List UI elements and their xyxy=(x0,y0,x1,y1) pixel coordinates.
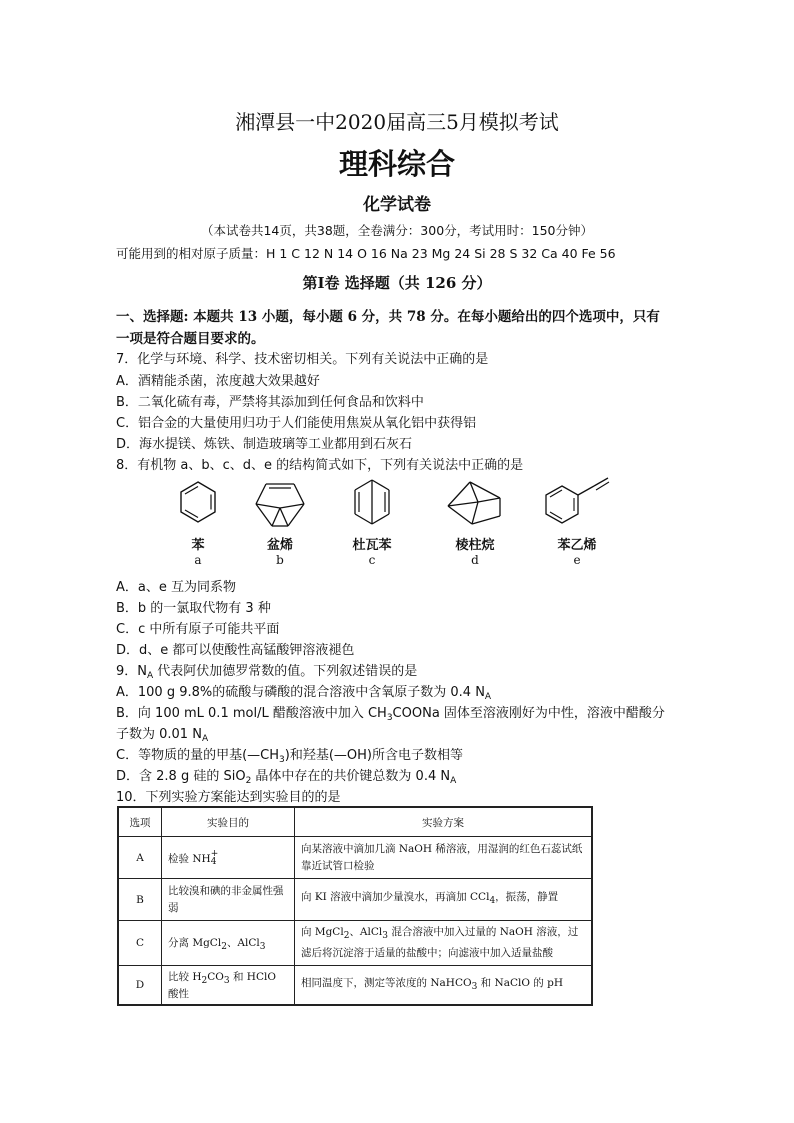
q10-stem: 10．下列实验方案能达到实验目的的是 xyxy=(116,790,341,805)
row-plan: 向 MgCl2、AlCl3 混合溶液中加入过量的 NaOH 溶液，过滤后将沉淀溶于适量的盐酸中；向滤液中加入适量盐酸 xyxy=(295,921,593,966)
q7-stem: 7．化学与环境、科学、技术密切相关。下列有关说法中正确的是 xyxy=(116,352,489,367)
molecule-letter: a xyxy=(194,553,202,567)
molecule-dewar-benzene xyxy=(327,472,417,572)
exam-note: （本试卷共14页，共38题，全卷满分：300分，考试用时：150分钟） xyxy=(200,223,594,238)
table-row xyxy=(118,921,592,966)
q7-option-b: B．二氧化硫有毒，严禁将其添加到任何食品和饮料中 xyxy=(116,395,424,410)
row-aim: 比较溴和碘的非金属性强弱 xyxy=(162,879,295,921)
q7-option-a: A．酒精能杀菌，浓度越大效果越好 xyxy=(116,374,320,389)
q9-stem: 9．$N_A$ 代表阿伏加德罗常数的值。下列叙述错误的是 xyxy=(116,664,418,681)
q9-option-b-line2: 子数为 0.01 $N_A$ xyxy=(116,727,209,744)
row-option: C xyxy=(118,921,162,966)
row-plan: 相同温度下，测定等浓度的 NaHCO3 和 NaClO 的 pH xyxy=(295,966,593,1006)
styrene-structure-icon xyxy=(532,472,622,532)
section-instruction-1: 一、选择题: 本题共 13 小题，每小题 6 分，共 78 分。在每小题给出的四个选项中，只有 xyxy=(116,309,660,325)
q9-option-a: A．100 g 9.8%的硫酸与磷酸的混合溶液中含氧原子数为 0.4 $N_A$ xyxy=(116,685,492,702)
row-plan: 向某溶液中滴加几滴 NaOH 稀溶液，用湿润的红色石蕊试纸靠近试管口检验 xyxy=(295,837,593,879)
molecule-letter: b xyxy=(276,553,284,567)
table-header-row xyxy=(118,807,592,837)
molecule-styrene xyxy=(527,472,627,572)
molecule-name: 杜瓦苯 xyxy=(352,538,392,553)
q8-option-b: B．b 的一氯取代物有 3 种 xyxy=(116,601,271,616)
prismane-structure-icon xyxy=(440,472,510,532)
atomic-masses: 可能用到的相对原子质量：H 1 C 12 N 14 O 16 Na 23 Mg 24 Si 28 S 32 Ca 40 Fe 56 xyxy=(116,246,616,261)
experiment-table xyxy=(117,806,593,1006)
row-aim: 检验 NH + 4 xyxy=(162,837,295,879)
molecule-prismane xyxy=(430,472,520,572)
paper-title: 化学试卷 xyxy=(363,195,431,215)
table-row xyxy=(118,966,592,1006)
molecule-benzvalene xyxy=(235,472,325,572)
dewar-benzene-structure-icon xyxy=(347,472,397,532)
table-row xyxy=(118,879,592,921)
row-aim: 分离 MgCl2、AlCl3 xyxy=(162,921,295,966)
row-aim: 比较 H2CO3 和 HClO 酸性 xyxy=(162,966,295,1006)
header-option: 选项 xyxy=(118,807,162,837)
molecule-name: 棱柱烷 xyxy=(455,538,495,553)
molecule-letter: e xyxy=(573,553,581,567)
row-plan: 向 KI 溶液中滴加少量溴水，再滴加 CCl4，振荡，静置 xyxy=(295,879,593,921)
q8-option-c: C．c 中所有原子可能共平面 xyxy=(116,622,280,637)
molecule-letter: c xyxy=(368,553,376,567)
exam-title: 湘潭县一中2020届高三5月模拟考试 xyxy=(235,110,559,134)
header-aim: 实验目的 xyxy=(162,807,295,837)
q9-option-c: C．等物质的量的甲基$(—CH_3)$和羟基(—OH)所含电子数相等 xyxy=(116,748,463,765)
q8-option-a: A．a、e 互为同系物 xyxy=(116,580,236,595)
molecule-name: 盆烯 xyxy=(266,538,293,553)
benzvalene-structure-icon xyxy=(250,472,310,532)
header-plan: 实验方案 xyxy=(295,807,593,837)
molecule-letter: d xyxy=(471,553,479,567)
q8-option-d: D．d、e 都可以使酸性高锰酸钾溶液褪色 xyxy=(116,643,355,658)
benzene-structure-icon xyxy=(173,472,223,532)
table-row xyxy=(118,837,592,879)
q9-option-d: D．含 2.8 g 硅的 SiO$_2$ 晶体中存在的共价键总数为 0.4 $N_A$ xyxy=(116,769,457,786)
q9-option-b-line1: B．向 100 mL 0.1 mol/L 醋酸溶液中加入 $CH_3COONa$ 固体至溶液刚好为中性，溶液中醋酸分 xyxy=(116,706,665,723)
subject-title: 理科综合 xyxy=(338,147,455,181)
section-title: 第Ⅰ卷 选择题（共 126 分） xyxy=(302,274,492,292)
row-option: A xyxy=(118,837,162,879)
molecule-name: 苯 xyxy=(191,538,205,553)
molecule-name: 苯乙烯 xyxy=(557,538,597,553)
q7-option-c: C．铝合金的大量使用归功于人们能使用焦炭从氧化铝中获得铝 xyxy=(116,416,477,431)
q8-stem: 8．有机物 a、b、c、d、e 的结构简式如下，下列有关说法中正确的是 xyxy=(116,458,524,473)
row-option: B xyxy=(118,879,162,921)
q7-option-d: D．海水提镁、炼铁、制造玻璃等工业都用到石灰石 xyxy=(116,437,413,452)
section-instruction-2: 一项是符合题目要求的。 xyxy=(116,331,265,347)
row-option: D xyxy=(118,966,162,1006)
molecule-benzene xyxy=(153,472,243,572)
